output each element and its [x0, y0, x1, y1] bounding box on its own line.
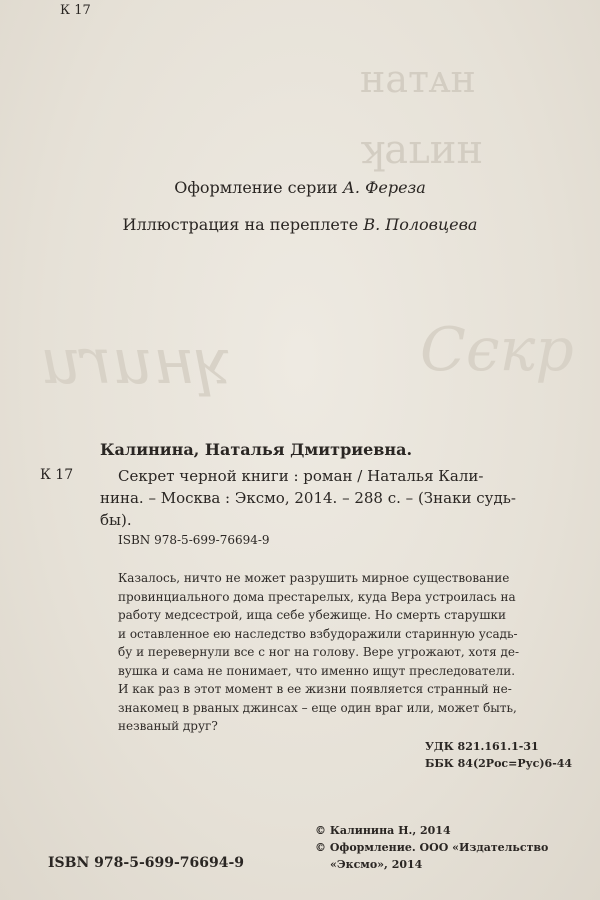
series-design-label: Оформление серии: [174, 178, 338, 197]
series-design-credit: [0, 178, 600, 197]
annotation-line: работу медсестрой, ища себе убежище. Но смерть старушки: [118, 608, 506, 622]
show-through-decoration: Сєкр: [420, 315, 574, 385]
annotation-line: знакомец в рваных джинсах – еще один враг или, может быть,: [118, 700, 517, 715]
show-through-decoration: ʞниrи: [40, 325, 234, 399]
cover-illustration-credit: [0, 215, 600, 234]
annotation-line: И как раз в этот момент в ее жизни появляется странный не-: [118, 682, 512, 696]
bib-line: бы).: [100, 511, 132, 529]
show-through-decoration: ʜатᴀʜ: [360, 57, 476, 101]
copyright-design: © Оформление. ООО «Издательство: [315, 841, 549, 854]
annotation-line: бу и перевернули все с ног на голову. Вере угрожают, хотя де-: [118, 645, 520, 659]
cover-illustration-label: Иллюстрация на переплете: [122, 215, 359, 234]
catalog-code: К 17: [40, 467, 74, 483]
bib-line: нина. – Москва : Эксмо, 2014. – 288 с. – (Знаки судь-: [100, 489, 516, 507]
catalog-code-top: К 17: [60, 3, 91, 18]
show-through-decoration: ʞаʟиʜ: [360, 127, 484, 173]
isbn-footer: ISBN 978-5-699-76694-9: [48, 855, 245, 871]
copyright-publisher: «Эксмо», 2014: [330, 858, 423, 871]
copyright-author: © Калинина Н., 2014: [315, 824, 451, 837]
isbn-catalog: ISBN 978-5-699-76694-9: [118, 533, 270, 547]
annotation-line: незваный друг?: [118, 719, 218, 733]
annotation-line: провинциального дома престарелых, куда Вера устроилась на: [118, 589, 516, 604]
annotation-line: вушка и сама не понимает, что именно ищут преследователи.: [118, 663, 516, 678]
bbk-code: ББК 84(2Рос=Рус)6-44: [425, 757, 573, 770]
bib-line: Секрет черной книги : роман / Наталья Кали-: [118, 467, 484, 485]
udk-code: УДК 821.161.1-31: [425, 740, 539, 753]
author-heading: Калинина, Наталья Дмитриевна.: [100, 440, 413, 459]
annotation-paragraph: [118, 569, 570, 736]
annotation-line: Казалось, ничто не может разрушить мирное существование: [118, 571, 510, 585]
series-designer-name: А. Фереза: [342, 178, 426, 197]
annotation-line: и оставленное ею наследство взбудоражили старинную усадь-: [118, 626, 518, 641]
cover-illustrator-name: В. Половцева: [363, 215, 478, 234]
bibliographic-description: [100, 465, 562, 531]
